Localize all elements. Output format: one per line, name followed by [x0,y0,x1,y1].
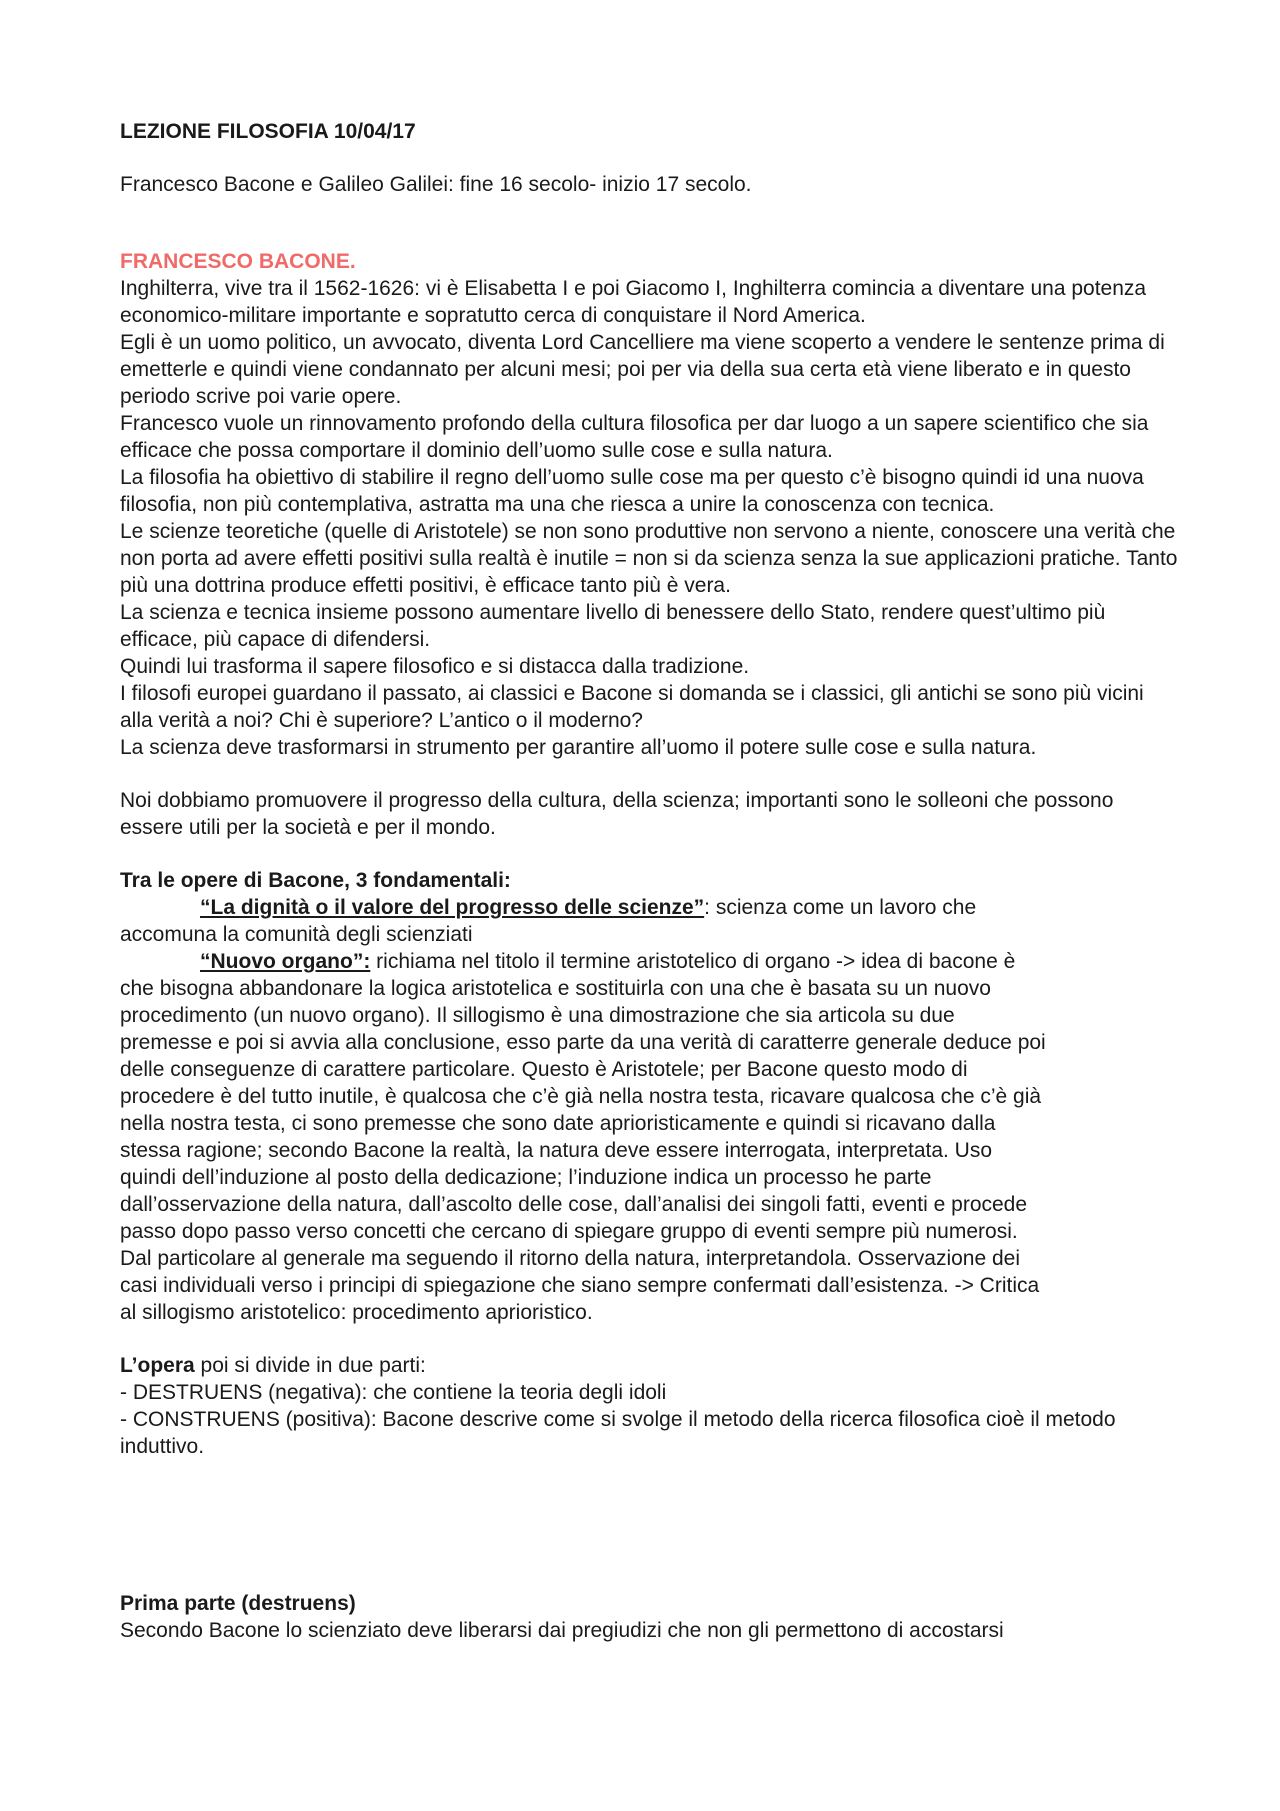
paragraph: Inghilterra, vive tra il 1562-1626: vi è Elisabetta I e poi Giacomo I, Inghilterra comincia a diventare una potenza economico-militare importante e sopratutto cerca di conquistare il Nord America. [120,277,1147,327]
list-item: - DESTRUENS (negativa): che contiene la teoria degli idoli [120,1381,667,1404]
paragraph: Francesco vuole un rinnovamento profondo della cultura filosofica per dar luogo a un sapere scientifico che sia efficace che possa comportare il dominio dell’uomo sulle cose e sulla natura. [120,412,1149,462]
section-heading-bacone: FRANCESCO BACONE. [120,250,356,273]
part1-heading: Prima parte (destruens) [120,1592,356,1615]
work-line [120,894,1180,921]
progress-paragraph: Noi dobbiamo promuovere il progresso della cultura, della scienza; importanti sono le solleoni che possono essere utili per la società e per il mondo. [120,789,1114,839]
spacer [120,198,1180,248]
part1-paragraph: Secondo Bacone lo scienziato deve liberarsi dai pregiudizi che non gli permettono di accostarsi [120,1619,1004,1642]
work-line: delle conseguenze di carattere particolare. Questo è Aristotele; per Bacone questo modo di [120,1058,968,1081]
paragraph: La filosofia ha obiettivo di stabilire il regno dell’uomo sulle cose ma per questo c’è bisogno quindi id una nuova filosofia, non più contemplativa, astratta ma una che riesca a unire la conoscenza con tecnica. [120,466,1144,516]
work-line: accomuna la comunità degli scienziati [120,923,473,946]
spacer [120,1326,1180,1352]
intro-paragraph: Francesco Bacone e Galileo Galilei: fine 16 secolo- inizio 17 secolo. [120,173,752,196]
spacer [120,761,1180,787]
spacer [120,841,1180,867]
work-line: Dal particolare al generale ma seguendo il ritorno della natura, interpretandola. Osservazione dei [120,1247,1021,1270]
work-line: procedimento (un nuovo organo). Il sillogismo è una dimostrazione che sia articola su due [120,1004,955,1027]
work-line: passo dopo passo verso concetti che cercano di spiegare gruppo di eventi sempre più numerosi. [120,1220,1018,1243]
opera-lead-bold: L’opera [120,1354,195,1377]
paragraph: Quindi lui trasforma il sapere filosofico e si distacca dalla tradizione. [120,655,750,678]
work-item-nuovo-organo [120,948,1180,1326]
work-line: casi individuali verso i principi di spiegazione che siano sempre confermati dall’esistenza. -> Critica [120,1274,1040,1297]
work-line: al sillogismo aristotelico: procedimento aprioristico. [120,1301,593,1324]
paragraph: I filosofi europei guardano il passato, ai classici e Bacone si domanda se i classici, gli antichi se sono più vicini alla verità a noi? Chi è superiore? L’antico o il moderno? [120,682,1144,732]
work-line: nella nostra testa, ci sono premesse che sono date aprioristicamente e quindi si ricavano dalla [120,1112,996,1135]
list-item: - CONSTRUENS (positiva): Bacone descrive come si svolge il metodo della ricerca filosofica cioè il metodo induttivo. [120,1408,1116,1458]
document-title: LEZIONE FILOSOFIA 10/04/17 [120,120,416,143]
paragraph: La scienza e tecnica insieme possono aumentare livello di benessere dello Stato, rendere quest’ultimo più efficace, più capace di difendersi. [120,601,1106,651]
spacer [120,1460,1180,1590]
paragraph: Egli è un uomo politico, un avvocato, diventa Lord Cancelliere ma viene scoperto a vendere le sentenze prima di emetterle e quindi viene condannato per alcuni mesi; poi per via della sua certa età viene liberato e in questo periodo scrive poi varie opere. [120,331,1165,408]
work-line: premesse e poi si avvia alla conclusione, esso parte da una verità di caratterre generale deduce poi [120,1031,1046,1054]
work-title-dignita: “La dignità o il valore del progresso delle scienze” [200,896,705,919]
paragraph: Le scienze teoretiche (quelle di Aristotele) se non sono produttive non servono a niente, conoscere una verità che non porta ad avere effetti positivi sulla realtà è inutile = non si da scienza senza la sue applicazioni pratiche. Tanto più una dottrina produce effetti positivi, è efficace tanto più è vera. [120,520,1178,597]
spacer [120,145,1180,171]
work-line [120,948,1180,975]
document-page [120,118,1180,1644]
works-heading: Tra le opere di Bacone, 3 fondamentali: [120,869,511,892]
work-line: che bisogna abbandonare la logica aristotelica e sostituirla con una che è basata su un nuovo [120,977,991,1000]
work-line: quindi dell’induzione al posto della dedicazione; l’induzione indica un processo he parte [120,1166,932,1189]
work-line: dall’osservazione della natura, dall’ascolto delle cose, dall’analisi dei singoli fatti, eventi e procede [120,1193,1028,1216]
work-item-dignita [120,894,1180,948]
work-title-nuovo-organo: “Nuovo organo”: [200,950,371,973]
work-line: stessa ragione; secondo Bacone la realtà, la natura deve essere interrogata, interpretata. Uso [120,1139,993,1162]
work-description: : scienza come un lavoro che [704,896,977,919]
opera-lead [120,1352,1180,1379]
opera-lead-rest: poi si divide in due parti: [194,1354,426,1377]
paragraph: La scienza deve trasformarsi in strumento per garantire all’uomo il potere sulle cose e sulla natura. [120,736,1037,759]
work-line: procedere è del tutto inutile, è qualcosa che c’è già nella nostra testa, ricavare qualcosa che c’è già [120,1085,1042,1108]
work-description: richiama nel titolo il termine aristotelico di organo -> idea di bacone è [370,950,1016,973]
